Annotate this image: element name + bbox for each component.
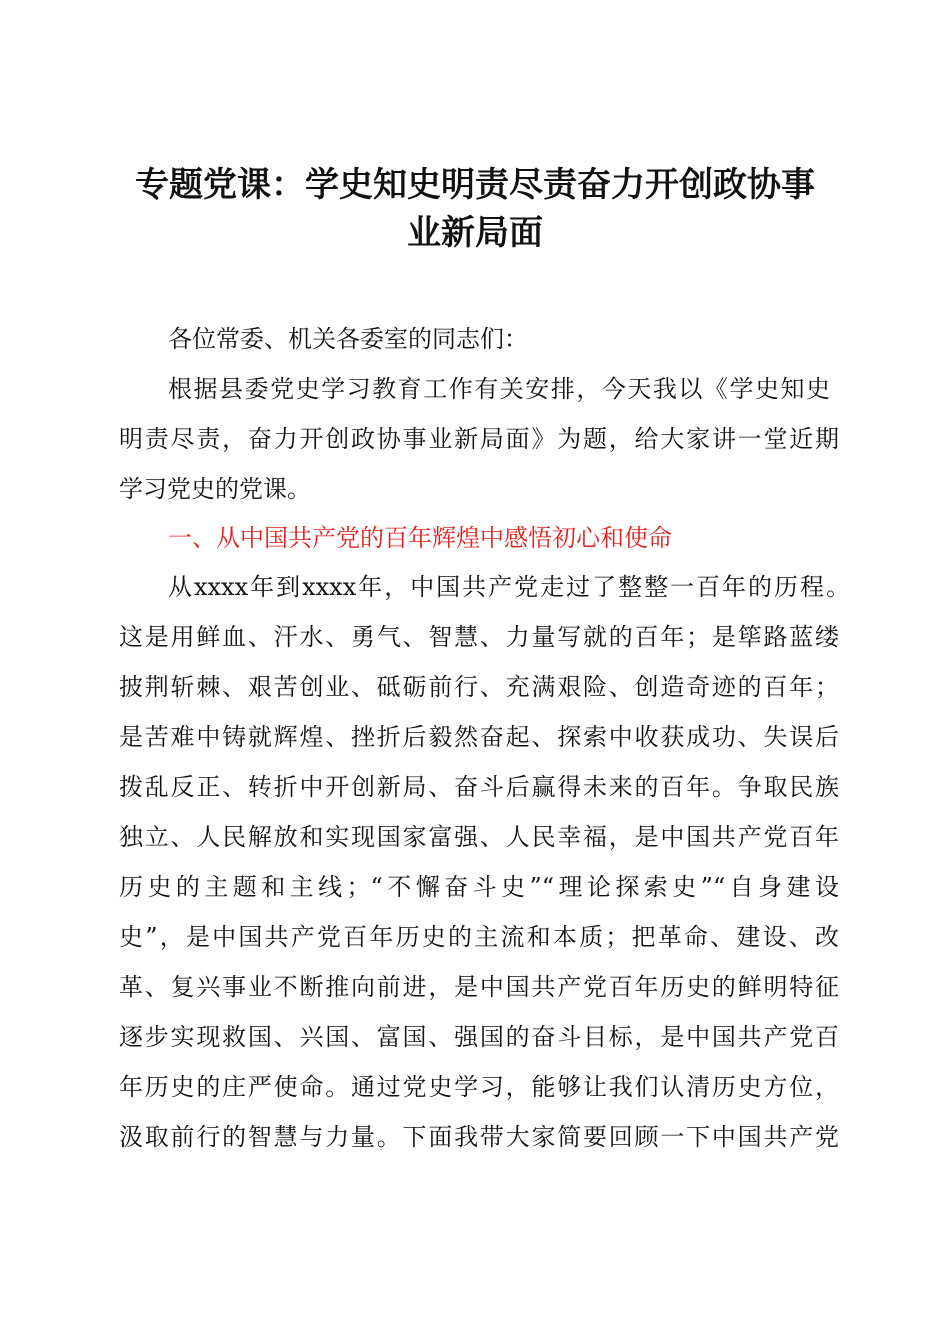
body-line: 汲取前行的智慧与力量。下面我带大家简要回顾一下中国共产党 [119, 1123, 839, 1151]
intro-line: 明责尽责，奋力开创政协事业新局面》为题，给大家讲一堂近期 [119, 425, 839, 453]
intro-line: 根据县委党史学习教育工作有关安排，今天我以《学史知史 [168, 375, 830, 403]
body-line: 披荆斩棘、艰苦创业、砥砺前行、充满艰险、创造奇迹的百年； [119, 673, 839, 701]
body-line: 是苦难中铸就辉煌、挫折后毅然奋起、探索中收获成功、失误后 [119, 723, 839, 751]
body-line: 这是用鲜血、汗水、勇气、智慧、力量写就的百年；是筚路蓝缕 [119, 623, 839, 651]
document-title-line-2: 业新局面 [407, 213, 543, 253]
body-line: 革、复兴事业不断推向前进，是中国共产党百年历史的鲜明特征 [119, 973, 839, 1001]
body-line: 逐步实现救国、兴国、富国、强国的奋斗目标，是中国共产党百 [119, 1023, 839, 1051]
body-line: 年历史的庄严使命。通过党史学习，能够让我们认清历史方位， [119, 1073, 839, 1101]
intro-line: 学习党史的党课。 [119, 475, 311, 503]
body-line: 历史的主题和主线；“不懈奋斗史”“理论探索史”“自身建设 [119, 873, 839, 901]
body-line: 史”，是中国共产党百年历史的主流和本质；把革命、建设、改 [119, 923, 839, 951]
body-line: 独立、人民解放和实现国家富强、人民幸福，是中国共产党百年 [119, 823, 839, 851]
salutation: 各位常委、机关各委室的同志们： [168, 325, 528, 353]
body-line: 拨乱反正、转折中开创新局、奋斗后赢得未来的百年。争取民族 [119, 773, 839, 801]
section-heading: 一、从中国共产党的百年辉煌中感悟初心和使命 [168, 524, 672, 552]
body-line: 从xxxx年到xxxx年，中国共产党走过了整整一百年的历程。 [168, 573, 850, 601]
document-title-line-1: 专题党课：学史知史明责尽责奋力开创政协事 [135, 165, 815, 205]
